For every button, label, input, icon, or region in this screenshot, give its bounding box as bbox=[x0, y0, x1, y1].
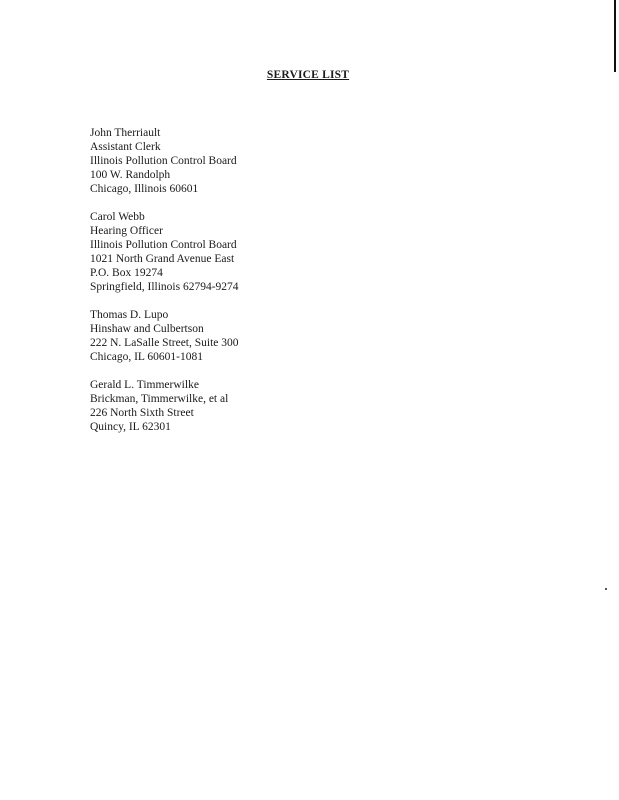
service-entry bbox=[90, 126, 239, 196]
entry-city: Chicago, Illinois 60601 bbox=[90, 183, 199, 195]
entry-street: 1021 North Grand Avenue East bbox=[90, 253, 235, 265]
entry-organization: Hinshaw and Culbertson bbox=[90, 323, 204, 335]
entry-street: 222 N. LaSalle Street, Suite 300 bbox=[90, 337, 239, 349]
entry-organization: Illinois Pollution Control Board bbox=[90, 239, 237, 251]
entry-name: Gerald L. Timmerwilke bbox=[90, 379, 199, 391]
entry-title: Assistant Clerk bbox=[90, 141, 161, 153]
entry-po-box: P.O. Box 19274 bbox=[90, 267, 163, 279]
entry-city: Springfield, Illinois 62794-9274 bbox=[90, 281, 239, 293]
entry-name: John Therriault bbox=[90, 127, 161, 139]
scan-speck bbox=[605, 588, 607, 590]
entry-city: Quincy, IL 62301 bbox=[90, 421, 171, 433]
entry-organization: Brickman, Timmerwilke, et al bbox=[90, 393, 229, 405]
service-entry bbox=[90, 308, 239, 364]
entry-street: 226 North Sixth Street bbox=[90, 407, 194, 419]
service-list bbox=[90, 126, 239, 448]
entry-name: Carol Webb bbox=[90, 211, 145, 223]
service-entry bbox=[90, 378, 239, 434]
service-entry bbox=[90, 210, 239, 294]
page-title: SERVICE LIST bbox=[266, 69, 350, 81]
entry-name: Thomas D. Lupo bbox=[90, 309, 169, 321]
entry-street: 100 W. Randolph bbox=[90, 169, 171, 181]
entry-organization: Illinois Pollution Control Board bbox=[90, 155, 237, 167]
entry-city: Chicago, IL 60601-1081 bbox=[90, 351, 203, 363]
scan-edge-mark bbox=[614, 0, 616, 72]
entry-title: Hearing Officer bbox=[90, 225, 163, 237]
